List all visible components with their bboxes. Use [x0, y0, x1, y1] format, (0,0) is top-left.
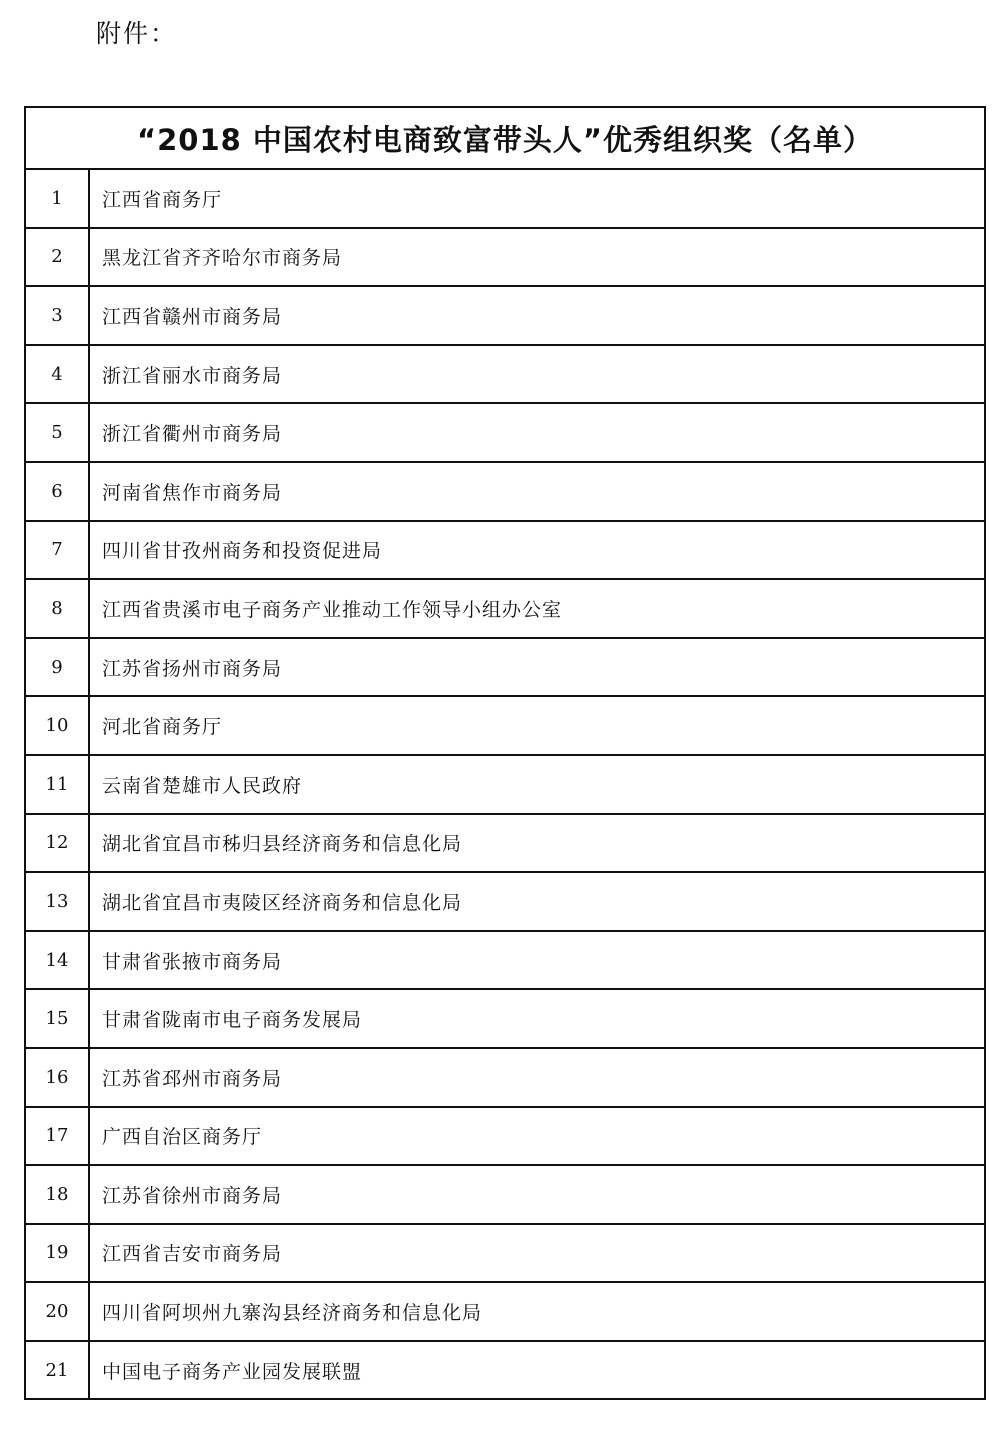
- table-title: “2018 中国农村电商致富带头人”优秀组织奖（名单）: [25, 107, 985, 169]
- organization-name: 浙江省丽水市商务局: [89, 345, 985, 404]
- row-number: 17: [25, 1107, 89, 1166]
- table-row: [25, 1282, 985, 1341]
- table-row: [25, 345, 985, 404]
- organization-name: 河北省商务厅: [89, 696, 985, 755]
- organization-name: 中国电子商务产业园发展联盟: [89, 1341, 985, 1400]
- row-number: 9: [25, 638, 89, 697]
- award-list-table: [24, 106, 986, 1400]
- organization-name: 甘肃省张掖市商务局: [89, 931, 985, 990]
- row-number: 1: [25, 169, 89, 228]
- table-row: [25, 1224, 985, 1283]
- organization-name: 江苏省徐州市商务局: [89, 1165, 985, 1224]
- organization-name: 浙江省衢州市商务局: [89, 403, 985, 462]
- attachment-label: 附件：: [96, 19, 178, 48]
- table-row: [25, 521, 985, 580]
- row-number: 8: [25, 579, 89, 638]
- row-number: 2: [25, 228, 89, 287]
- row-number: 15: [25, 989, 89, 1048]
- table-row: [25, 169, 985, 228]
- table-row: [25, 989, 985, 1048]
- organization-name: 江西省吉安市商务局: [89, 1224, 985, 1283]
- row-number: 10: [25, 696, 89, 755]
- table-row: [25, 403, 985, 462]
- table-row: [25, 228, 985, 287]
- organization-name: 江苏省邳州市商务局: [89, 1048, 985, 1107]
- table-row: [25, 286, 985, 345]
- organization-name: 江苏省扬州市商务局: [89, 638, 985, 697]
- table-row: [25, 1107, 985, 1166]
- organization-name: 甘肃省陇南市电子商务发展局: [89, 989, 985, 1048]
- row-number: 12: [25, 814, 89, 873]
- table-row: [25, 872, 985, 931]
- organization-name: 黑龙江省齐齐哈尔市商务局: [89, 228, 985, 287]
- row-number: 11: [25, 755, 89, 814]
- table-row: [25, 1048, 985, 1107]
- row-number: 5: [25, 403, 89, 462]
- organization-name: 江西省商务厅: [89, 169, 985, 228]
- row-number: 4: [25, 345, 89, 404]
- organization-name: 四川省甘孜州商务和投资促进局: [89, 521, 985, 580]
- row-number: 14: [25, 931, 89, 990]
- row-number: 21: [25, 1341, 89, 1400]
- organization-name: 湖北省宜昌市秭归县经济商务和信息化局: [89, 814, 985, 873]
- row-number: 20: [25, 1282, 89, 1341]
- organization-name: 湖北省宜昌市夷陵区经济商务和信息化局: [89, 872, 985, 931]
- table-row: [25, 814, 985, 873]
- table-row: [25, 1341, 985, 1400]
- organization-name: 四川省阿坝州九寨沟县经济商务和信息化局: [89, 1282, 985, 1341]
- organization-name: 广西自治区商务厅: [89, 1107, 985, 1166]
- row-number: 18: [25, 1165, 89, 1224]
- table-row: [25, 755, 985, 814]
- row-number: 7: [25, 521, 89, 580]
- table-row: [25, 579, 985, 638]
- row-number: 19: [25, 1224, 89, 1283]
- row-number: 13: [25, 872, 89, 931]
- organization-name: 河南省焦作市商务局: [89, 462, 985, 521]
- table-row: [25, 931, 985, 990]
- table-row: [25, 462, 985, 521]
- table-row: [25, 638, 985, 697]
- row-number: 6: [25, 462, 89, 521]
- organization-name: 云南省楚雄市人民政府: [89, 755, 985, 814]
- table-title-row: [25, 107, 985, 169]
- table-row: [25, 696, 985, 755]
- table-row: [25, 1165, 985, 1224]
- organization-name: 江西省赣州市商务局: [89, 286, 985, 345]
- organization-name: 江西省贵溪市电子商务产业推动工作领导小组办公室: [89, 579, 985, 638]
- row-number: 16: [25, 1048, 89, 1107]
- row-number: 3: [25, 286, 89, 345]
